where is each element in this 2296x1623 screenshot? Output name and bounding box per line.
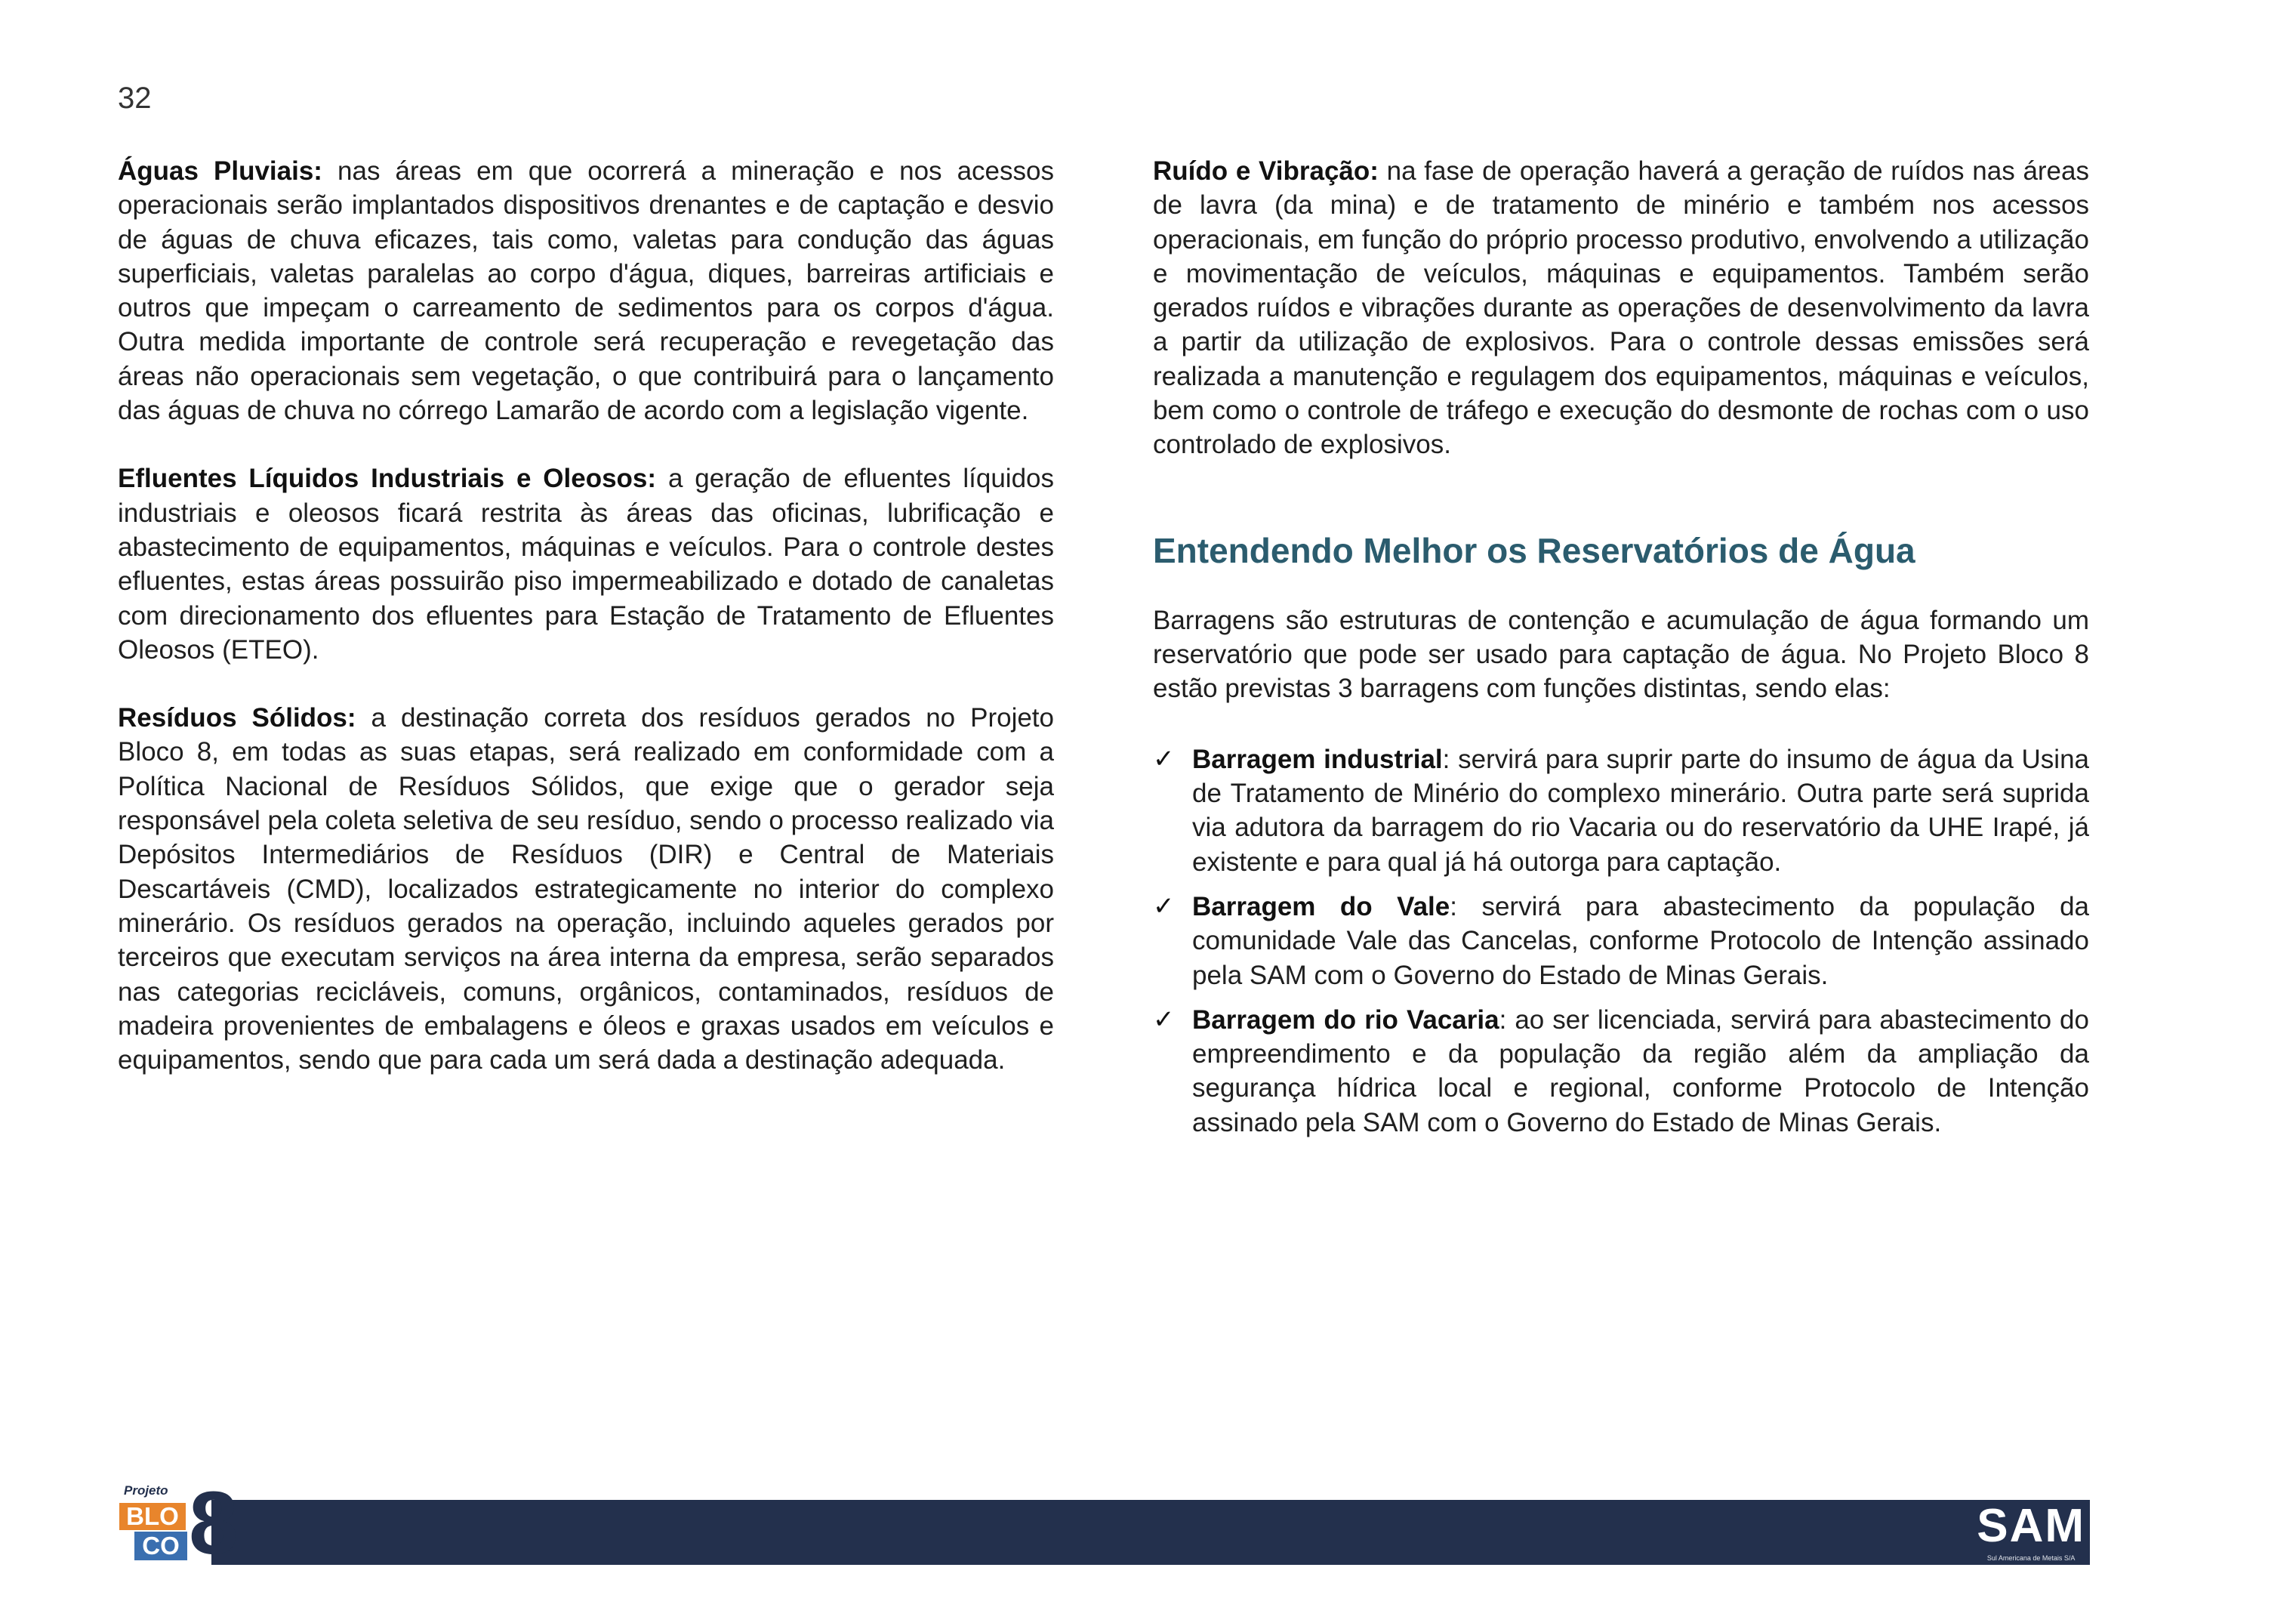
list-item-barragem-vacaria [1153,1003,2089,1140]
sam-logo-subtitle: Sul Americana de Metais S/A [1986,1554,2076,1562]
item-title: Barragem do Vale [1192,891,1450,921]
item-text: : servirá para abastecimento da população da comunidade Vale das Cancelas, conforme Protocolo de Intenção assinado pela SAM com o Governo do Estado de Minas Gerais. [1192,891,2089,990]
section-intro: Barragens são estruturas de contenção e acumulação de água formando um reservatório que pode ser usado para captação de água. No Projeto Bloco 8 estão previstas 3 barragens com funções distintas, sendo elas: [1153,605,2089,704]
paragraph-title: Águas Pluviais: [118,156,322,186]
paragraph-text: a destinação correta dos resíduos gerados no Projeto Bloco 8, em todas as suas etapas, será realizado em conformidade com a Política Nacional de Resíduos Sólidos, que exige que o gerador seja responsável pela coleta seletiva de seu resíduo, sendo o processo realizado via Depósitos Intermediários de Resíduos (DIR) e Central de Materiais Descartáveis (CMD), localizados estrategicamente no interior do complexo minerário. Os resíduos gerados na operação, incluindo aqueles gerados por terceiros que executam serviços na área interna da empresa, serão separados nas categorias recicláveis, comuns, orgânicos, contaminados, resíduos de madeira provenientes de embalagens e óleos e graxas usados em veículos e equipamentos, sendo que para cada um será dada a destinação adequada. [118,703,1054,1075]
paragraph-aguas-pluviais [118,154,1054,427]
paragraph-title: Efluentes Líquidos Industriais e Oleosos: [118,464,657,494]
checkmark-icon: ✓ [1153,1004,1175,1034]
checkmark-icon: ✓ [1153,891,1175,921]
left-column [118,154,1054,1111]
logo-co-text: CO [134,1532,187,1560]
list-item-barragem-industrial [1153,742,2089,879]
section-heading: Entendendo Melhor os Reservatórios de Água [1153,530,1915,570]
paragraph-text: nas áreas em que ocorrerá a mineração e nos acessos operacionais serão implantados dispositivos drenantes e de captação e desvio de águas de chuva eficazes, tais como, valetas para condução das águas superficiais, valetas paralelas ao corpo d'água, diques, barreiras artificiais e outros que impeçam o carreamento de sedimentos para os corpos d'água. Outra medida importante de controle será recuperação e revegetação das áreas não operacionais sem vegetação, o que contribuirá para o lançamento das águas de chuva no córrego Lamarão de acordo com a legislação vigente. [118,156,1054,426]
sam-logo [1977,1500,2085,1562]
logo-projeto-text: Projeto [124,1483,168,1498]
logo-eight-digit: 8 [189,1473,239,1573]
right-column [1153,154,2089,1150]
paragraph-ruido [1153,154,2089,462]
paragraph-title: Resíduos Sólidos: [118,703,356,733]
item-text: : servirá para suprir parte do insumo de água da Usina de Tratamento de Minério do complexo minerário. Outra parte será suprida via adutora da barragem do rio Vacaria ou do reservatório da UHE Irapé, já existente e para qual já há outorga para captação. [1192,744,2090,877]
paragraph-title: Ruído e Vibração: [1153,156,1379,186]
item-title: Barragem do rio Vacaria [1192,1004,1499,1035]
page-number: 32 [118,82,152,115]
list-item-barragem-vale [1153,890,2089,992]
paragraph-text: a geração de efluentes líquidos industriais e oleosos ficará restrita às áreas das oficinas, lubrificação e abastecimento de equipamentos, máquinas e veículos. Para o controle destes efluentes, estas áreas possuirão piso impermeabilizado e dotado de canaletas com direcionamento dos efluentes para Estação de Tratamento de Efluentes Oleosos (ETEO). [118,464,1055,665]
dam-list [1153,742,2089,1140]
projeto-bloco-8-logo [119,1473,248,1573]
paragraph-text: na fase de operação haverá a geração de ruídos nas áreas de lavra (da mina) e de tratamento de minério e também nos acessos operacionais, em função do próprio processo produtivo, envolvendo a utilização e movimentação de veículos, máquinas e equipamentos. Também serão gerados ruídos e vibrações durante as operações de desenvolvimento da lavra a partir da utilização de explosivos. Para o controle dessas emissões será realizada a manutenção e regulagem dos equipamentos, máquinas e veículos, bem como o controle de tráfego e execução do desmonte de rochas com o uso controlado de explosivos. [1153,156,2089,460]
paragraph-efluentes [118,461,1054,667]
footer-bar [211,1500,2090,1565]
item-title: Barragem industrial [1192,744,1443,774]
sam-logo-text: SAM [1977,1500,2085,1552]
checkmark-icon: ✓ [1153,744,1175,773]
item-text: : ao ser licenciada, servirá para abastecimento do empreendimento e da população da região além da ampliação da segurança hídrica local e regional, conforme Protocolo de Intenção assinado pela SAM com o Governo do Estado de Minas Gerais. [1192,1004,2089,1137]
logo-blo-text: BLO [119,1503,186,1530]
paragraph-residuos [118,701,1054,1077]
